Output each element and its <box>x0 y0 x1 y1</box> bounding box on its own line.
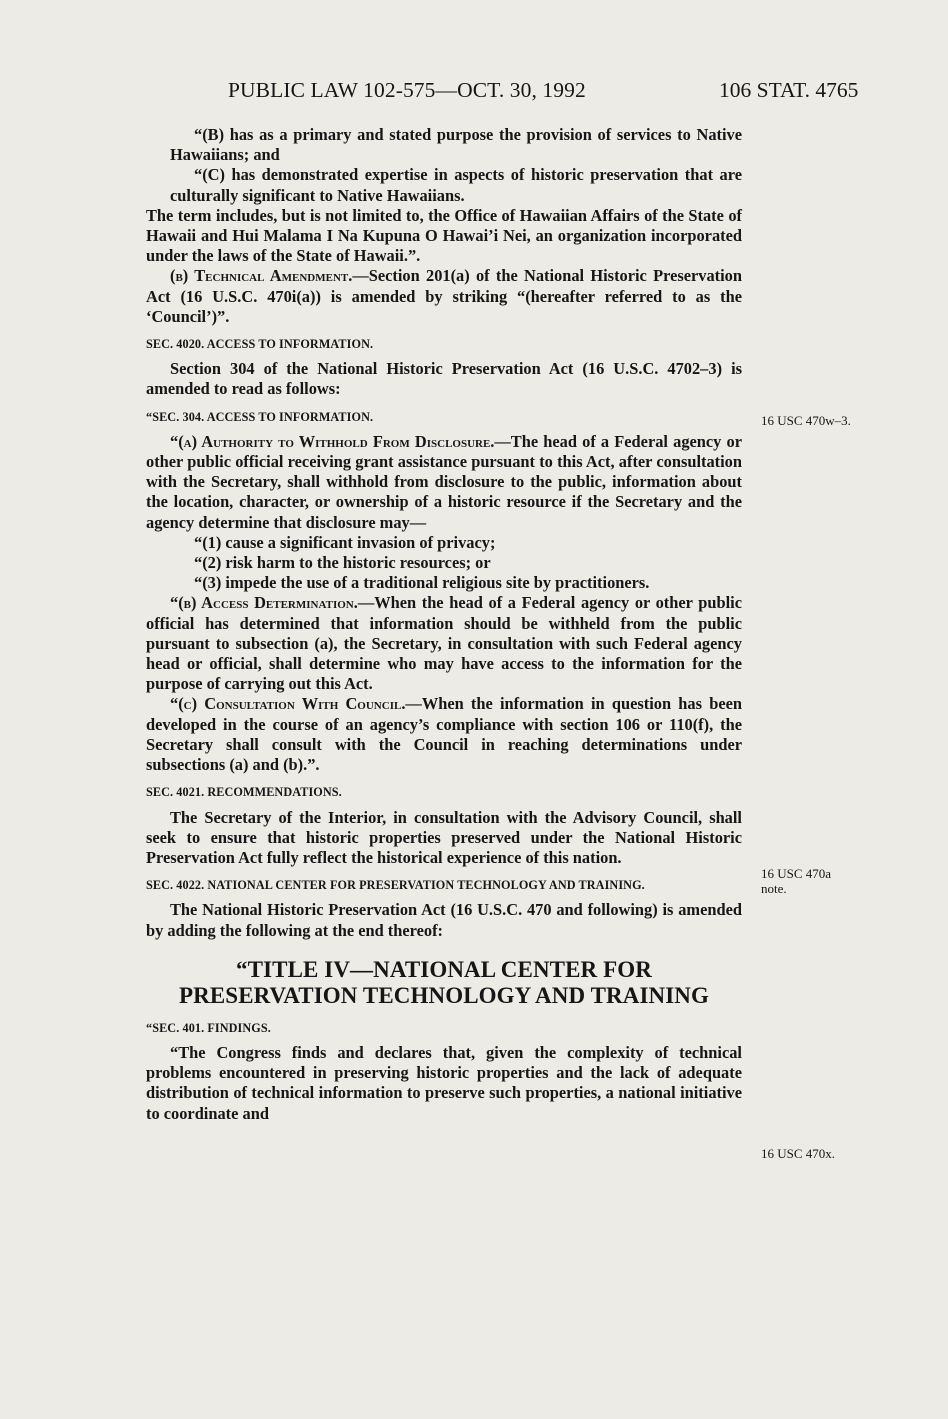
paragraph-sec401: “The Congress finds and declares that, given the complexity of technical problems encountered in preserving historic properties and the lack of adequate distribution of technical information to preserve such properties, a national initiative to coordinate and <box>146 1042 742 1123</box>
paragraph-subsection-a <box>146 432 742 533</box>
body-text <box>146 125 742 1124</box>
page-number: 106 STAT. 4765 <box>719 78 859 102</box>
subsection-b-text: —When the head of a Federal agency or other public official has determined that information should be withheld from the public pursuant to subsection (a), the Secretary, in consultation with such Federal agency head or official, shall determine who may have access to the information for the purpose of carrying out this Act. <box>146 593 742 694</box>
margin-note-470a-line1: 16 USC 470a <box>761 866 832 881</box>
title-iv-heading <box>116 957 772 1009</box>
law-citation: PUBLIC LAW 102-575—OCT. 30, 1992 <box>228 78 586 102</box>
paragraph-sec4022: The National Historic Preservation Act (16 U.S.C. 470 and following) is amended by adding the following at the end thereof: <box>146 900 742 940</box>
paragraph-subsection-b <box>146 593 742 694</box>
paragraph-sec4021: The Secretary of the Interior, in consultation with the Advisory Council, shall seek to ensure that historic properties preserved under the National Historic Preservation Act fully reflect the historical experience of this nation. <box>146 807 742 867</box>
section-heading-401: “SEC. 401. FINDINGS. <box>146 1020 271 1035</box>
paragraph-c: “(C) has demonstrated expertise in aspects of historic preservation that are culturally significant to Native Hawaiians. <box>170 165 742 205</box>
title-line-2: PRESERVATION TECHNOLOGY AND TRAINING <box>179 982 709 1008</box>
section-heading-4021: SEC. 4021. RECOMMENDATIONS. <box>146 785 342 800</box>
margin-note-470a-line2: note. <box>761 881 787 896</box>
subsection-c-text: —When the information in question has been developed in the course of an agency’s compliance with section 106 or 110(f), the Secretary shall consult with the Council in reaching determinations under subsections (a) and (b).”. <box>146 694 742 775</box>
margin-note-470x: 16 USC 470x. <box>761 1146 836 1161</box>
subsection-a-text: —The head of a Federal agency or other public official receiving grant assistance pursuant to this Act, after consultation with the Secretary, shall withhold from disclosure to the public, information about the location, character, or ownership of a historic resource if the Secretary and the agency determine that disclosure may— <box>146 431 742 532</box>
subsection-a-label: “(a) Authority to Withhold From Disclosure. <box>170 431 495 451</box>
paragraph-subsection-c <box>146 694 742 775</box>
section-heading-4020: SEC. 4020. ACCESS TO INFORMATION. <box>146 337 374 352</box>
technical-amendment-label: (b) Technical Amendment. <box>170 266 353 286</box>
title-line-1: “TITLE IV—NATIONAL CENTER FOR <box>236 956 652 982</box>
technical-amendment-text: —Section 201(a) of the National Historic Preservation Act (16 U.S.C. 470i(a)) is amended by striking “(hereafter referred to as the ‘Council’)”. <box>146 266 742 326</box>
margin-note-470w: 16 USC 470w–3. <box>761 413 851 428</box>
paragraph-b: “(B) has as a primary and stated purpose the provision of services to Native Hawaiians; and <box>170 125 742 165</box>
running-header <box>0 78 948 108</box>
section-heading-4022: SEC. 4022. NATIONAL CENTER FOR PRESERVATION TECHNOLOGY AND TRAINING. <box>146 878 645 893</box>
paragraph-sec4020: Section 304 of the National Historic Preservation Act (16 U.S.C. 4702–3) is amended to read as follows: <box>146 359 742 399</box>
paragraph-a1: “(1) cause a significant invasion of privacy; <box>194 532 496 552</box>
subsection-b-label: “(b) Access Determination. <box>170 593 358 613</box>
paragraph-a2: “(2) risk harm to the historic resources; or <box>194 553 491 573</box>
margin-note-470a <box>761 866 891 896</box>
paragraph-term-includes: The term includes, but is not limited to, the Office of Hawaiian Affairs of the State of Hawaii and Hui Malama I Na Kupuna O Hawai’i Nei, an organization incorporated under the laws of the State of Hawaii.”. <box>146 205 742 266</box>
subsection-c-label: “(c) Consultation With Council. <box>170 694 406 714</box>
paragraph-a3: “(3) impede the use of a traditional religious site by practitioners. <box>194 573 650 593</box>
section-heading-304: “SEC. 304. ACCESS TO INFORMATION. <box>146 409 374 424</box>
paragraph-technical-amendment <box>146 266 742 327</box>
